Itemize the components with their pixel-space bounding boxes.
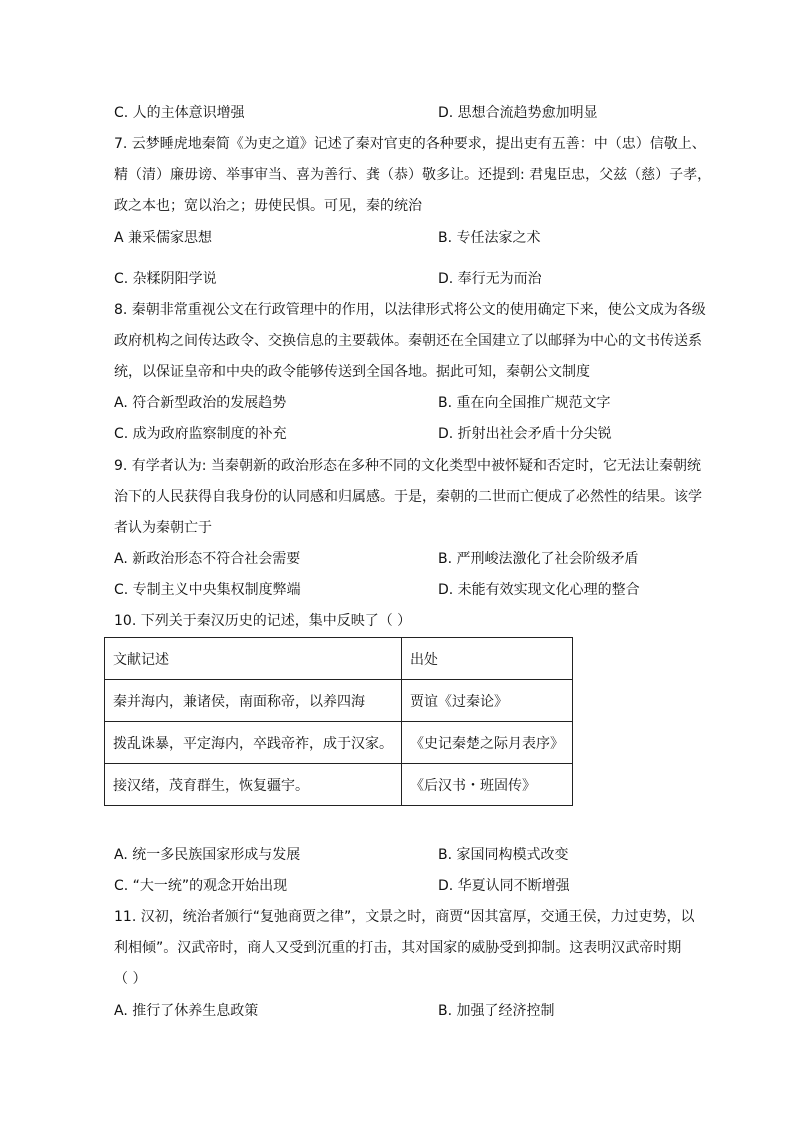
q7-stem-line-1: 7. 云梦睡虎地秦简《为吏之道》记述了秦对官吏的各种要求，提出吏有五善：中（忠）信敬上、 (114, 136, 706, 152)
table-header-row (105, 638, 573, 680)
q7-stem-line-2: 精（清）廉毋谤、举事审当、喜为善行、龚（恭）敬多让。还提到: 君鬼臣忠，父兹（慈）子孝， (114, 167, 712, 183)
q8-option-a: A. 符合新型政治的发展趋势 (114, 395, 287, 411)
table-cell: 贾谊《过秦论》 (402, 680, 573, 722)
table-header-cell: 出处 (402, 638, 573, 680)
q8-option-d: D. 折射出社会矛盾十分尖锐 (438, 426, 612, 442)
q8-stem-line-1: 8. 秦朝非常重视公文在行政管理中的作用，以法律形式将公文的使用确定下来，使公文成为各级 (114, 302, 706, 318)
q11-option-b: B. 加强了经济控制 (438, 1003, 555, 1019)
q10-option-c: C. “大一统”的观念开始出现 (114, 878, 288, 894)
q10-stem: 10. 下列关于秦汉历史的记述，集中反映了（ ） (114, 613, 412, 629)
table-row (105, 680, 573, 722)
q6-option-c: C. 人的主体意识增强 (114, 105, 245, 121)
q9-stem-line-3: 者认为秦朝亡于 (114, 520, 212, 536)
q8-stem-line-3: 统，以保证皇帝和中央的政令能够传送到全国各地。据此可知，秦朝公文制度 (114, 364, 590, 380)
q11-stem-line-2: 利相倾”。汉武帝时，商人又受到沉重的打击，其对国家的威胁受到抑制。这表明汉武帝时期 (114, 940, 682, 956)
q7-option-b: B. 专任法家之术 (438, 230, 541, 246)
q7-stem-line-3: 政之本也；宽以治之；毋使民惧。可见，秦的统治 (114, 198, 422, 214)
q9-stem-line-2: 治下的人民获得自我身份的认同感和归属感。于是，秦朝的二世而亡便成了必然性的结果。该学 (114, 489, 702, 505)
q9-option-d: D. 未能有效实现文化心理的整合 (438, 582, 640, 598)
q8-option-b: B. 重在向全国推广规范文字 (438, 395, 611, 411)
table-header-cell: 文献记述 (105, 638, 402, 680)
q11-option-a: A. 推行了休养生息政策 (114, 1003, 259, 1019)
q10-option-a: A. 统一多民族国家形成与发展 (114, 847, 301, 863)
q9-stem-line-1: 9. 有学者认为: 当秦朝新的政治形态在多种不同的文化类型中被怀疑和否定时，它无法让秦朝统 (114, 458, 701, 474)
q10-option-b: B. 家国同构模式改变 (438, 847, 569, 863)
table-row (105, 764, 573, 806)
q9-option-a: A. 新政治形态不符合社会需要 (114, 551, 301, 567)
q7-option-d: D. 奉行无为而治 (438, 271, 542, 287)
q7-option-c: C. 杂糅阴阳学说 (114, 271, 217, 287)
q9-option-b: B. 严刑峻法激化了社会阶级矛盾 (438, 551, 639, 567)
table-cell: 拨乱诛暴，平定海内，卒践帝祚，成于汉家。 (105, 722, 402, 764)
table-cell: 接汉绪，茂育群生，恢复疆宇。 (105, 764, 402, 806)
q8-stem-line-2: 政府机构之间传达政令、交换信息的主要载体。秦朝还在全国建立了以邮驿为中心的文书传送系 (114, 333, 702, 349)
table-cell: 《后汉书・班固传》 (402, 764, 573, 806)
table-cell: 秦并海内，兼诸侯，南面称帝，以养四海 (105, 680, 402, 722)
q11-stem-line-1: 11. 汉初，统治者颁行“复弛商贾之律”，文景之时，商贾“因其富厚，交通王侯，力过吏势，以 (114, 909, 695, 925)
q8-option-c: C. 成为政府监察制度的补充 (114, 426, 287, 442)
q11-stem-line-3: （ ） (114, 971, 147, 987)
q7-option-a: A 兼采儒家思想 (114, 230, 213, 246)
table-cell: 《史记秦楚之际月表序》 (402, 722, 573, 764)
source-table (104, 637, 573, 806)
q10-option-d: D. 华夏认同不断增强 (438, 878, 570, 894)
table-row (105, 722, 573, 764)
q9-option-c: C. 专制主义中央集权制度弊端 (114, 582, 301, 598)
q6-option-d: D. 思想合流趋势愈加明显 (438, 105, 598, 121)
